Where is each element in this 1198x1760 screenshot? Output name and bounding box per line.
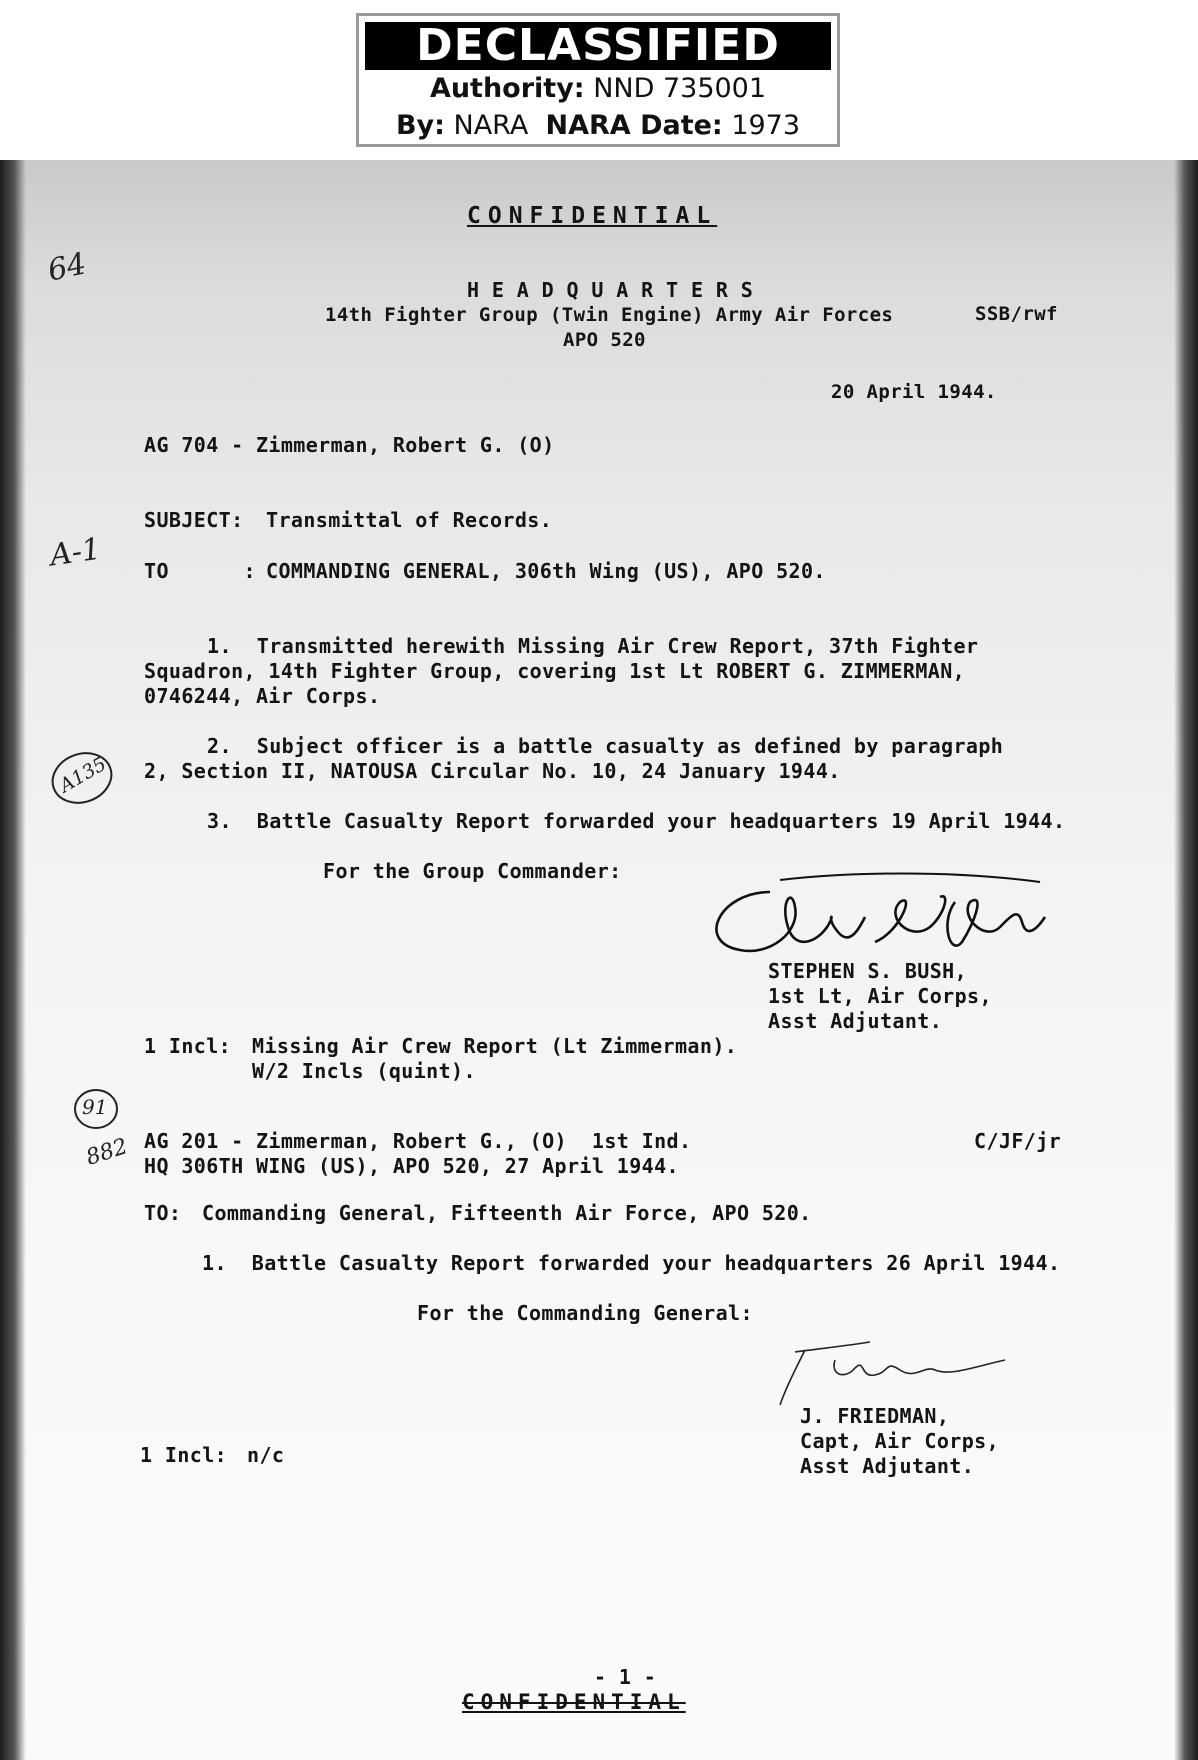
inclosure-line-2: W/2 Incls (quint). bbox=[252, 1059, 476, 1083]
paragraph-1-line-2: Squadron, 14th Fighter Group, covering 1st Lt ROBERT G. ZIMMERMAN, bbox=[144, 659, 966, 683]
signer-title: Asst Adjutant. bbox=[768, 1009, 943, 1033]
endorsement-inclosure-label: 1 Incl: bbox=[140, 1443, 228, 1467]
stamp-by-value: NARA bbox=[453, 110, 529, 141]
to-label: TO : bbox=[144, 559, 256, 583]
endorsement-to-label: TO: bbox=[144, 1201, 182, 1225]
inclosure-label: 1 Incl: bbox=[144, 1034, 232, 1058]
ag-line: AG 704 - Zimmerman, Robert G. (O) bbox=[144, 433, 555, 457]
page-number: - 1 - bbox=[594, 1665, 657, 1689]
paragraph-2-line-1: 2. Subject officer is a battle casualty as defined by paragraph bbox=[207, 734, 1004, 758]
classification-footer: CONFIDENTIAL bbox=[462, 1690, 686, 1714]
stamp-by-label: By: bbox=[395, 110, 445, 141]
stamp-date-value: 1973 bbox=[731, 110, 801, 141]
endorsement-closing: For the Commanding General: bbox=[417, 1301, 753, 1325]
signer-name: STEPHEN S. BUSH, bbox=[768, 959, 968, 983]
margin-number: 64 bbox=[44, 246, 90, 289]
to-value: COMMANDING GENERAL, 306th Wing (US), APO 520. bbox=[266, 559, 826, 583]
stamp-authority-line bbox=[359, 70, 837, 107]
paragraph-1-line-3: 0746244, Air Corps. bbox=[144, 684, 381, 708]
classification-header: CONFIDENTIAL bbox=[467, 203, 718, 229]
document-page bbox=[0, 160, 1198, 1760]
headquarters-heading: H E A D Q U A R T E R S bbox=[467, 278, 754, 302]
paragraph-3: 3. Battle Casualty Report forwarded your headquarters 19 April 1944. bbox=[207, 809, 1066, 833]
inclosure-line-1: Missing Air Crew Report (Lt Zimmerman). bbox=[252, 1034, 738, 1058]
reference-code: SSB/rwf bbox=[975, 303, 1058, 325]
endorsement-inclosure-value: n/c bbox=[247, 1443, 285, 1467]
unit-line: 14th Fighter Group (Twin Engine) Army Air Forces bbox=[325, 304, 894, 326]
endorsement-ag-line: AG 201 - Zimmerman, Robert G., (O) 1st Ind. bbox=[144, 1129, 692, 1153]
paragraph-2-line-2: 2, Section II, NATOUSA Circular No. 10, 24 January 1944. bbox=[144, 759, 841, 783]
signature-bush bbox=[700, 872, 1060, 972]
stamp-authority-value: NND 735001 bbox=[593, 73, 767, 104]
subject-label: SUBJECT: bbox=[144, 508, 244, 532]
circled-note: A135 bbox=[55, 752, 111, 798]
subject-value: Transmittal of Records. bbox=[266, 508, 553, 532]
circled-91: 91 bbox=[82, 1095, 108, 1119]
declassification-stamp bbox=[356, 13, 840, 147]
stamp-by-line bbox=[359, 107, 837, 144]
endorsement-hq-line: HQ 306TH WING (US), APO 520, 27 April 1944. bbox=[144, 1154, 679, 1178]
document-date: 20 April 1944. bbox=[831, 381, 997, 403]
endorsement-to-value: Commanding General, Fifteenth Air Force, APO 520. bbox=[202, 1201, 812, 1225]
margin-code: A-1 bbox=[47, 531, 104, 574]
apo-line: APO 520 bbox=[563, 329, 646, 351]
endorsement-reference: C/JF/jr bbox=[974, 1129, 1062, 1153]
signature-friedman bbox=[775, 1340, 1015, 1410]
paragraph-1-line-1: 1. Transmitted herewith Missing Air Crew Report, 37th Fighter bbox=[207, 634, 979, 658]
signer-rank: 1st Lt, Air Corps, bbox=[768, 984, 992, 1008]
closing-line: For the Group Commander: bbox=[323, 859, 622, 883]
stamp-title: DECLASSIFIED bbox=[365, 22, 831, 70]
stamp-date-label: NARA Date: bbox=[545, 110, 723, 141]
endorsement-signer-rank: Capt, Air Corps, bbox=[800, 1429, 1000, 1453]
endorsement-paragraph-1: 1. Battle Casualty Report forwarded your headquarters 26 April 1944. bbox=[202, 1251, 1061, 1275]
margin-882: 882 bbox=[83, 1134, 131, 1171]
stamp-authority-label: Authority: bbox=[429, 73, 585, 104]
endorsement-signer-name: J. FRIEDMAN, bbox=[800, 1404, 950, 1428]
endorsement-signer-title: Asst Adjutant. bbox=[800, 1454, 975, 1478]
